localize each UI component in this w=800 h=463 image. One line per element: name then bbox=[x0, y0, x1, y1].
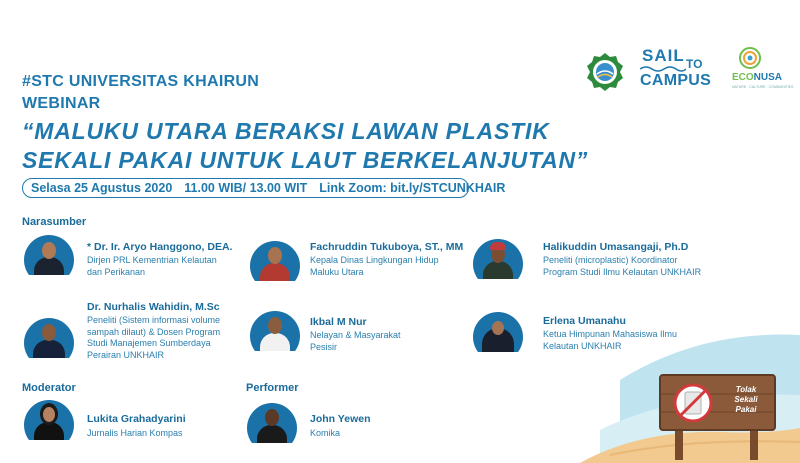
title-line-1: “MALUKU UTARA BERAKSI LAWAN PLASTIK bbox=[22, 118, 550, 144]
role-line: sampah dilaut) & Dosen Program bbox=[87, 326, 221, 337]
event-type: WEBINAR bbox=[22, 95, 101, 112]
moderator-heading: Moderator bbox=[22, 382, 76, 394]
avatar bbox=[473, 312, 523, 352]
moderator-role: Jurnalis Harian Kompas bbox=[87, 428, 183, 438]
speaker-name: Ikbal M Nur bbox=[310, 316, 367, 328]
speaker-name: * Dr. Ir. Aryo Hanggono, DEA. bbox=[87, 241, 233, 253]
speaker-role bbox=[87, 255, 217, 278]
econusa-wordmark bbox=[732, 72, 782, 83]
event-date: Selasa 25 Agustus 2020 bbox=[31, 181, 173, 195]
avatar bbox=[250, 311, 300, 351]
performer-role: Komika bbox=[310, 428, 341, 438]
speaker-role bbox=[310, 255, 439, 278]
organizer-line: #STC UNIVERSITAS KHAIRUN bbox=[22, 73, 260, 90]
role-line: dan Perikanan bbox=[87, 266, 146, 277]
role-line: Program Studi Ilmu Kelautan UNKHAIR bbox=[543, 266, 702, 277]
speaker-name: Dr. Nurhalis Wahidin, M.Sc bbox=[87, 301, 220, 313]
avatar bbox=[250, 241, 300, 281]
role-line: Ketua Himpunan Mahasiswa Ilmu bbox=[543, 329, 678, 339]
avatar bbox=[473, 239, 523, 279]
title-line-2: SEKALI PAKAI UNTUK LAUT BERKELANJUTAN” bbox=[22, 147, 589, 173]
speaker-name: Halikuddin Umasangaji, Ph.D bbox=[543, 241, 689, 253]
sign-text bbox=[721, 385, 771, 415]
speaker-name: Erlena Umanahu bbox=[543, 315, 626, 327]
event-time: 11.00 WIB/ 13.00 WIT bbox=[184, 181, 308, 195]
sign-board-icon bbox=[655, 370, 780, 460]
role-line: Peneliti (Sistem informasi volume bbox=[87, 315, 221, 325]
role-line: Kepala Dinas Lingkungan Hidup bbox=[310, 255, 439, 265]
sail-text: SAIL bbox=[642, 46, 685, 65]
econusa-emblem-icon bbox=[738, 46, 762, 70]
sign-line: Sekali bbox=[734, 395, 758, 404]
econusa-eco: ECO bbox=[732, 72, 754, 83]
speaker-role bbox=[543, 255, 701, 278]
sign-line: Tolak bbox=[735, 385, 757, 394]
zoom-link[interactable]: Link Zoom: bit.ly/STCUNKHAIR bbox=[319, 181, 506, 195]
avatar bbox=[24, 235, 74, 275]
to-text: TO bbox=[686, 57, 703, 71]
role-line: Kelautan UNKHAIR bbox=[543, 340, 622, 351]
speaker-role bbox=[87, 315, 220, 361]
role-line: Dirjen PRL Kementrian Kelautan bbox=[87, 255, 217, 265]
role-line: Peneliti (microplastic) Koordinator bbox=[543, 255, 678, 265]
tolak-sekali-pakai-sign bbox=[655, 370, 780, 460]
campus-text: CAMPUS bbox=[640, 72, 712, 89]
role-line: Nelayan & Masyarakat bbox=[310, 330, 401, 340]
econusa-tagline: NATURE · CULTURE · COMMUNITIES bbox=[732, 85, 794, 89]
sign-line: Pakai bbox=[735, 405, 757, 414]
avatar bbox=[24, 400, 74, 440]
event-info-bar bbox=[22, 178, 506, 198]
role-line: Studi Manajemen Sumberdaya bbox=[87, 338, 211, 348]
sail-to-campus-logo bbox=[640, 46, 715, 92]
performer-name: John Yewen bbox=[310, 413, 371, 425]
avatar bbox=[247, 403, 297, 443]
avatar bbox=[24, 318, 74, 358]
speaker-name: Fachruddin Tukuboya, ST., MM bbox=[310, 241, 464, 253]
role-line: Perairan UNKHAIR bbox=[87, 349, 165, 360]
role-line: Pesisir bbox=[310, 341, 338, 352]
moderator-name: Lukita Grahadyarini bbox=[87, 413, 186, 425]
econusa-nusa: NUSA bbox=[753, 72, 783, 83]
speaker-role bbox=[310, 330, 401, 353]
econusa-logo bbox=[732, 46, 792, 92]
university-seal-logo bbox=[585, 52, 625, 92]
role-line: Maluku Utara bbox=[310, 266, 364, 277]
performer-heading: Performer bbox=[246, 382, 299, 394]
narasumber-heading: Narasumber bbox=[22, 216, 87, 228]
